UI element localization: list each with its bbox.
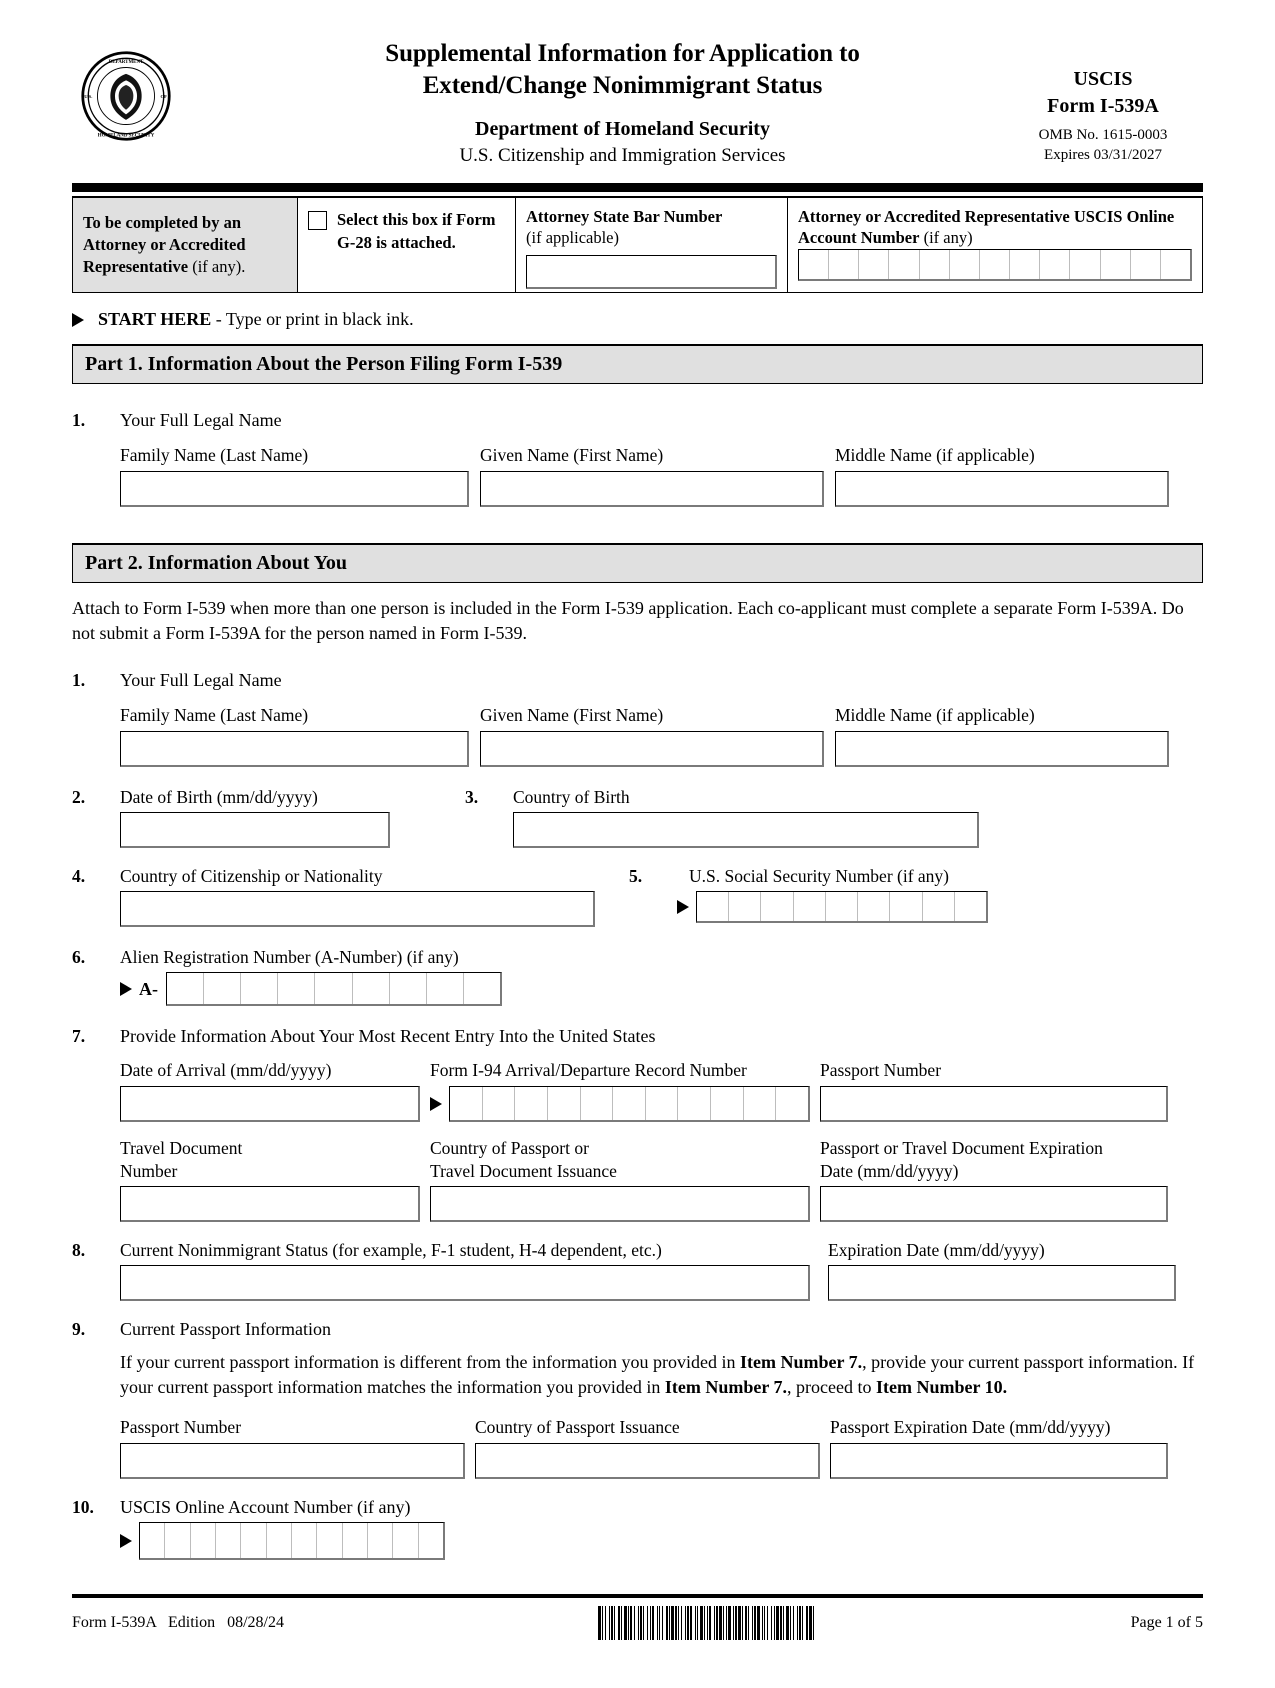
part1-family-name-field [120,444,469,507]
part2-items-4-5 [72,866,1203,927]
part2-given-name-field [480,704,824,767]
part1-item1-label: Your Full Legal Name [120,410,282,430]
g28-checkbox[interactable] [308,211,327,230]
part2-passport-exp-label-2: Date (mm/dd/yyyy) [820,1160,959,1181]
part1-middle-name-input[interactable] [835,471,1169,507]
part2-country-passport-field [430,1137,810,1223]
part2-item5-number: 5. [629,866,643,887]
attorney-bar-number-label: Attorney State Bar Number [526,207,723,226]
part2-given-name-input[interactable] [480,731,824,767]
svg-text:HOMELAND SECURITY: HOMELAND SECURITY [97,133,155,139]
part2-item4-label: Country of Citizenship or Nationality [120,866,383,887]
part2-i94-label: Form I-94 Arrival/Departure Record Number [430,1060,747,1081]
part1-name-fields [120,444,1203,507]
part2-i94-input[interactable] [449,1086,810,1122]
part2-ssn-input[interactable] [696,891,988,923]
part2-current-passport-number-field [120,1416,465,1479]
part2-given-name-label: Given Name (First Name) [480,705,664,726]
part2-item6 [72,947,1203,968]
part2-country-passport-label-2: Travel Document Issuance [430,1160,617,1181]
part2-nonimmigrant-status-input[interactable] [120,1265,810,1301]
item9-para-a: If your current passport information is different from the information you provided in [120,1352,741,1373]
part1-middle-name-field [835,444,1169,507]
part2-passport-exp-input[interactable] [820,1186,1168,1222]
part2-item6-number: 6. [72,947,86,968]
part2-item2 [72,787,465,848]
part2-item1 [72,670,1203,691]
part2-item8-number: 8. [72,1240,86,1261]
form-identification [1003,66,1203,166]
part2-family-name-input[interactable] [120,731,469,767]
part2-family-name-field [120,704,469,767]
anumber-prefix: A- [139,978,158,999]
part2-item4 [72,866,629,927]
part2-name-fields [120,704,1203,767]
part2-middle-name-field [835,704,1169,767]
triangle-right-icon [677,900,689,914]
part2-anumber-row [120,972,1203,1006]
triangle-right-icon [430,1097,442,1111]
part2-current-country-issuance-field [475,1416,820,1479]
g28-checkbox-label: Select this box if Form G-28 is attached. [337,210,496,253]
part2-family-name-label: Family Name (Last Name) [120,705,309,726]
part1-given-name-label: Given Name (First Name) [480,445,664,465]
start-here [72,309,1203,330]
part2-item10-number: 10. [72,1496,94,1517]
triangle-right-icon [120,982,132,996]
part2-item6-label: Alien Registration Number (A-Number) (if any) [120,947,459,968]
part2-current-passport-number-input[interactable] [120,1443,465,1479]
item9-para-e: , proceed to [787,1377,876,1398]
part2-item2-number: 2. [72,787,86,808]
part2-country-citizenship-input[interactable] [120,891,595,927]
part1-given-name-input[interactable] [480,471,824,507]
part2-content [72,596,1203,1560]
part1-family-name-input[interactable] [120,471,469,507]
header-divider [72,183,1203,192]
part2-i94-field [430,1059,810,1122]
attorney-online-account-label: Attorney or Accredited Representative USCIS Online Account Number [798,207,1175,248]
attorney-online-account-input[interactable] [798,249,1192,281]
part2-date-of-birth-input[interactable] [120,812,390,848]
part2-item10-label: USCIS Online Account Number (if any) [120,1496,411,1517]
part2-middle-name-label: Middle Name (if applicable) [835,705,1035,726]
part2-item9-paragraph [120,1350,1203,1400]
part1-middle-name-label: Middle Name (if applicable) [835,445,1035,465]
part2-item8-expiration-label: Expiration Date (mm/dd/yyyy) [828,1240,1045,1261]
title-line-2: Extend/Change Nonimmigrant Status [422,72,823,99]
part2-item3-number: 3. [465,787,479,808]
page-title [252,38,993,167]
part1-family-name-label: Family Name (Last Name) [120,445,309,465]
part2-item9 [72,1319,1203,1340]
svg-text:OF: OF [160,93,167,99]
part2-item7-label: Provide Information About Your Most Recent Entry Into the United States [120,1026,656,1047]
part2-item8-expiration-field [828,1240,1176,1301]
triangle-right-icon [120,1534,132,1548]
part2-passport-number-label: Passport Number [820,1060,942,1081]
svg-text:DEPARTMENT: DEPARTMENT [108,59,144,65]
attorney-online-account-cell [788,198,1202,292]
part2-country-of-birth-input[interactable] [513,812,979,848]
subagency-name: U.S. Citizenship and Immigration Services [459,145,786,166]
part1-item1 [72,410,1203,431]
part2-item2-label: Date of Birth (mm/dd/yyyy) [120,787,318,808]
part2-current-passport-exp-label: Passport Expiration Date (mm/dd/yyyy) [830,1417,1111,1438]
attorney-bar-number-cell [516,198,788,292]
part2-anumber-input[interactable] [166,972,502,1006]
part2-item8-label: Current Nonimmigrant Status (for example, F-1 student, H-4 dependent, etc.) [120,1240,662,1261]
part2-arrival-date-input[interactable] [120,1086,420,1122]
form-number: Form I-539A [1047,95,1159,117]
part2-arrival-date-field [120,1059,420,1122]
part2-item4-number: 4. [72,866,86,887]
part1-content [72,410,1203,507]
part2-heading: Part 2. Information About You [72,543,1203,583]
part2-item9-label: Current Passport Information [120,1319,331,1340]
part2-current-passport-number-label: Passport Number [120,1417,242,1438]
part2-travel-doc-label-1: Travel Document [120,1137,243,1158]
part2-item1-label: Your Full Legal Name [120,670,282,691]
part2-item9-fields [120,1416,1203,1479]
part2-passport-exp-field [820,1137,1168,1223]
part1-item1-number: 1. [72,410,86,430]
attorney-section [72,196,1203,293]
part2-item10-row [120,1522,1203,1560]
part2-items-2-3 [72,787,1203,848]
triangle-right-icon [72,313,84,327]
uscis-label: USCIS [1073,68,1133,90]
part2-travel-doc-input[interactable] [120,1186,420,1222]
item9-para-c: , provide your current passport information. If your current passport information matches the information you provided in [120,1352,1195,1398]
part2-current-passport-exp-field [830,1416,1168,1479]
part2-item7 [72,1026,1203,1047]
part2-passport-exp-label-1: Passport or Travel Document Expiration [820,1137,1103,1158]
attorney-instruction-cell [73,198,298,292]
attorney-instruction-bold: To be completed by an Attorney or Accredited Representative [83,212,246,277]
item9-para-f: Item Number 10. [876,1377,1008,1398]
part2-status-expiration-input[interactable] [828,1265,1176,1301]
part2-passport-number-input[interactable] [820,1086,1168,1122]
item9-para-d: Item Number 7. [664,1377,788,1398]
attorney-bar-number-input[interactable] [526,255,777,289]
part2-middle-name-input[interactable] [835,731,1169,767]
part2-arrival-date-label: Date of Arrival (mm/dd/yyyy) [120,1060,332,1081]
part2-travel-doc-label-2: Number [120,1160,178,1181]
barcode [598,1606,816,1640]
part2-uscis-online-account-input[interactable] [139,1522,445,1560]
part2-current-passport-exp-input[interactable] [830,1443,1168,1479]
g28-checkbox-cell[interactable] [298,198,516,292]
footer-divider [72,1594,1203,1598]
footer-form-edition: Form I-539A Edition 08/28/24 [72,1614,284,1631]
part2-passport-number-field [820,1059,1168,1122]
part1-given-name-field [480,444,824,507]
part2-item3-label: Country of Birth [513,787,630,808]
title-line-1: Supplemental Information for Application to [385,40,860,67]
part2-intro: Attach to Form I-539 when more than one person is included in the Form I-539 application. Each co-applicant must complete a separate Form I-539A. Do not submit a Form I-539A for the person named in Form I-539. [72,597,1184,643]
part2-item5-label: U.S. Social Security Number (if any) [689,866,950,887]
part2-item1-number: 1. [72,670,86,691]
part2-item7-row2 [120,1137,1203,1223]
part2-item9-number: 9. [72,1319,86,1340]
part2-item10 [72,1497,1203,1518]
expiration-note: Expires 03/31/2027 [1044,147,1162,164]
item9-para-b: Item Number 7. [740,1352,863,1373]
page-footer [72,1594,1203,1640]
part2-current-country-issuance-label: Country of Passport Issuance [475,1417,680,1438]
attorney-instruction-note: (if any). [188,257,246,277]
agency-name: Department of Homeland Security [475,118,770,140]
omb-number: OMB No. 1615-0003 [1038,127,1168,143]
part2-item8 [72,1240,1203,1301]
part2-item5 [629,866,1203,927]
part2-item3 [465,787,1203,848]
start-here-bold: START HERE [98,309,212,329]
part2-country-passport-label-1: Country of Passport or [430,1137,589,1158]
page-header [72,38,1203,173]
part1-heading: Part 1. Information About the Person Filing Form I-539 [72,344,1203,384]
part2-current-country-issuance-input[interactable] [475,1443,820,1479]
part2-item7-number: 7. [72,1026,86,1047]
form-page [0,38,1275,1688]
part2-travel-doc-field [120,1137,420,1223]
start-here-rest: - Type or print in black ink. [211,309,414,329]
svg-text:U.S.: U.S. [84,93,93,99]
attorney-online-account-note: (if any) [919,228,973,248]
footer-page-number: Page 1 of 5 [1130,1614,1203,1631]
attorney-bar-number-note: (if applicable) [526,228,619,248]
part2-item7-row1 [120,1059,1203,1122]
part2-country-passport-input[interactable] [430,1186,810,1222]
dhs-seal-icon [80,50,172,142]
